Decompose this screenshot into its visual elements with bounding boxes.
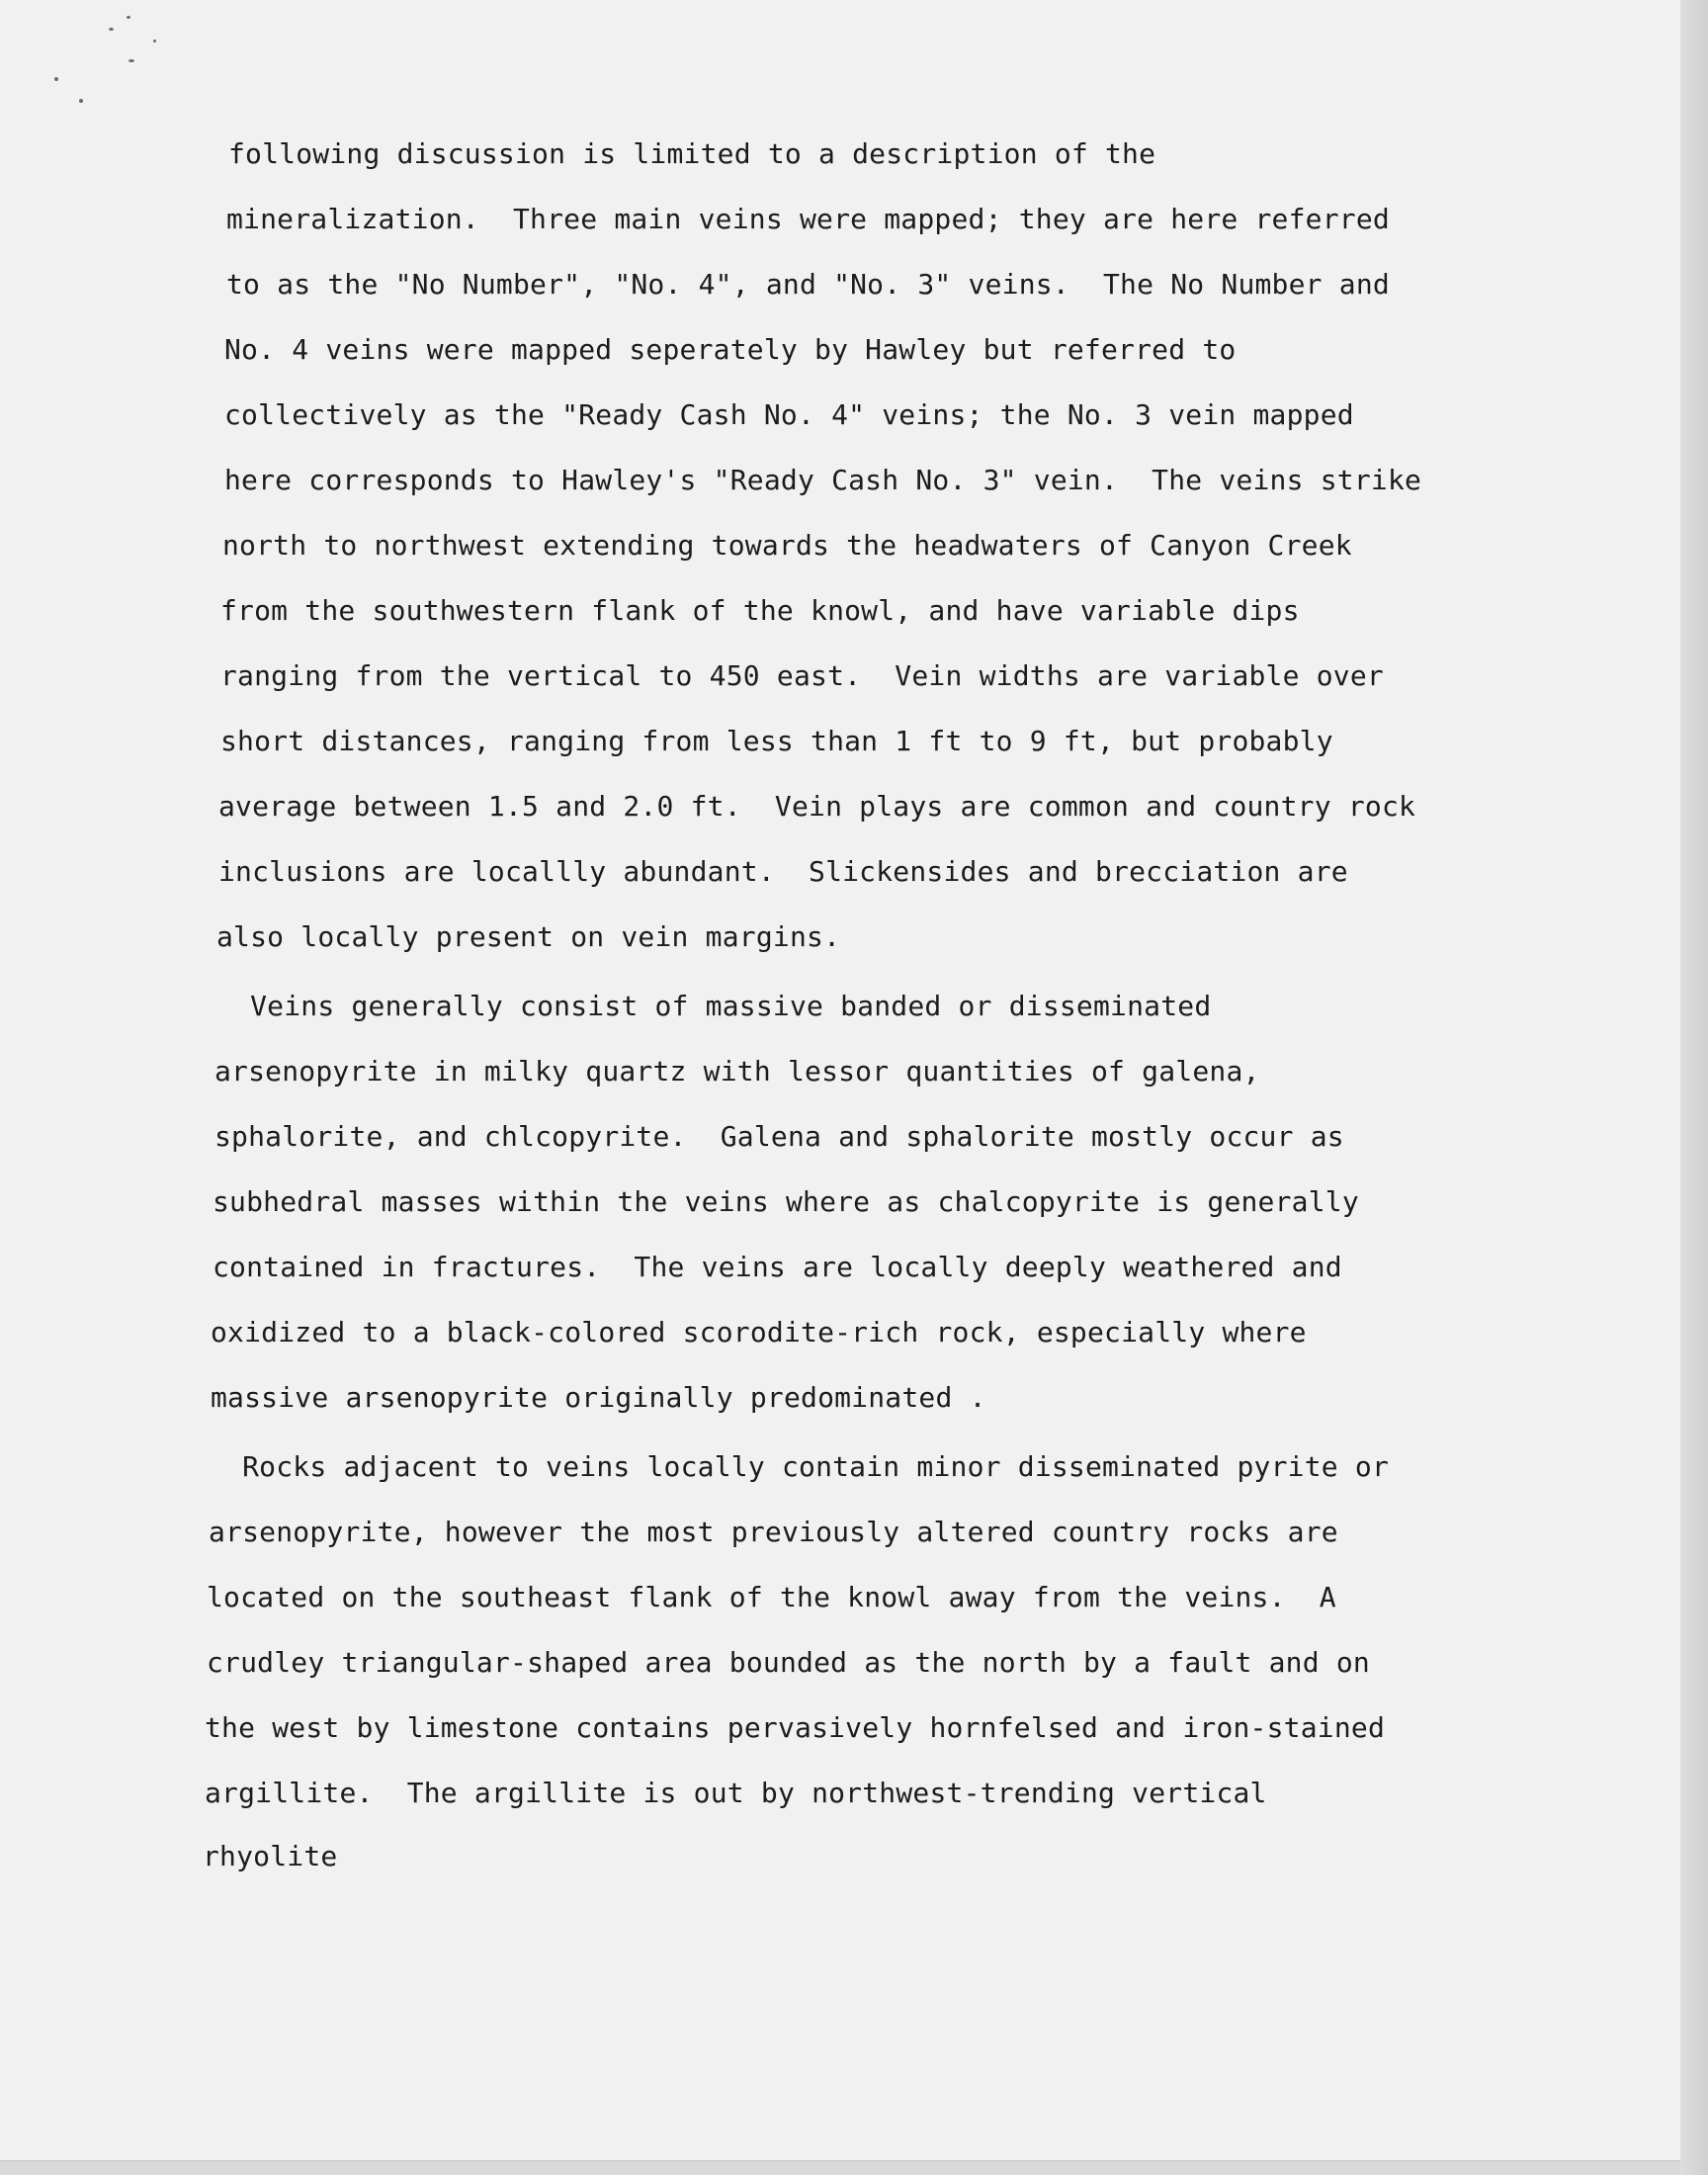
text-line: mineralization. Three main veins were mapped; they are here referred	[226, 203, 1390, 235]
text-line: rhyolite	[203, 1840, 338, 1872]
text-line: located on the southeast flank of the knowl away from the veins. A	[207, 1581, 1336, 1613]
text-line: here corresponds to Hawley's "Ready Cash No. 3" vein. The veins strike	[224, 464, 1422, 496]
text-line: arsenopyrite in milky quartz with lessor quantities of galena,	[214, 1055, 1260, 1088]
text-line: Veins generally consist of massive banded or disseminated	[216, 990, 1212, 1022]
scan-speck	[128, 59, 134, 62]
text-line: massive arsenopyrite originally predominated .	[211, 1381, 986, 1414]
text-line: oxidized to a black-colored scorodite-rich rock, especially where	[211, 1316, 1307, 1348]
text-line: subhedral masses within the veins where as chalcopyrite is generally	[213, 1185, 1359, 1218]
text-line: the west by limestone contains pervasively hornfelsed and iron-stained	[205, 1711, 1386, 1744]
text-line: following discussion is limited to a description of the	[228, 137, 1156, 170]
scan-speck	[54, 77, 58, 81]
text-line: inclusions are locallly abundant. Slickensides and brecciation are	[218, 855, 1348, 888]
text-line: collectively as the "Ready Cash No. 4" veins; the No. 3 vein mapped	[224, 398, 1354, 431]
text-line: ranging from the vertical to 450 east. Vein widths are variable over	[220, 659, 1384, 692]
text-line: arsenopyrite, however the most previously altered country rocks are	[209, 1516, 1338, 1548]
text-line: sphalorite, and chlcopyrite. Galena and sphalorite mostly occur as	[214, 1120, 1344, 1153]
text-line: to as the "No Number", "No. 4", and "No. 3" veins. The No Number and	[226, 268, 1390, 301]
text-line: crudley triangular-shaped area bounded as the north by a fault and on	[207, 1646, 1370, 1679]
text-line: argillite. The argillite is out by northwest-trending vertical	[205, 1777, 1267, 1809]
text-line: Rocks adjacent to veins locally contain minor disseminated pyrite or	[209, 1450, 1390, 1483]
text-line: short distances, ranging from less than 1 ft to 9 ft, but probably	[220, 725, 1333, 757]
scan-margin	[1680, 0, 1708, 2175]
scan-speck	[109, 28, 114, 31]
scan-speck	[153, 40, 156, 43]
text-line: No. 4 veins were mapped seperately by Hawley but referred to	[224, 333, 1237, 366]
text-line: average between 1.5 and 2.0 ft. Vein plays are common and country rock	[218, 790, 1416, 823]
scan-speck	[79, 99, 83, 103]
text-line: contained in fractures. The veins are locally deeply weathered and	[213, 1251, 1342, 1283]
text-line: from the southwestern flank of the knowl, and have variable dips	[220, 594, 1300, 627]
text-line: also locally present on vein margins.	[216, 920, 841, 953]
scan-speck	[127, 16, 130, 19]
text-line: north to northwest extending towards the headwaters of Canyon Creek	[222, 529, 1352, 562]
